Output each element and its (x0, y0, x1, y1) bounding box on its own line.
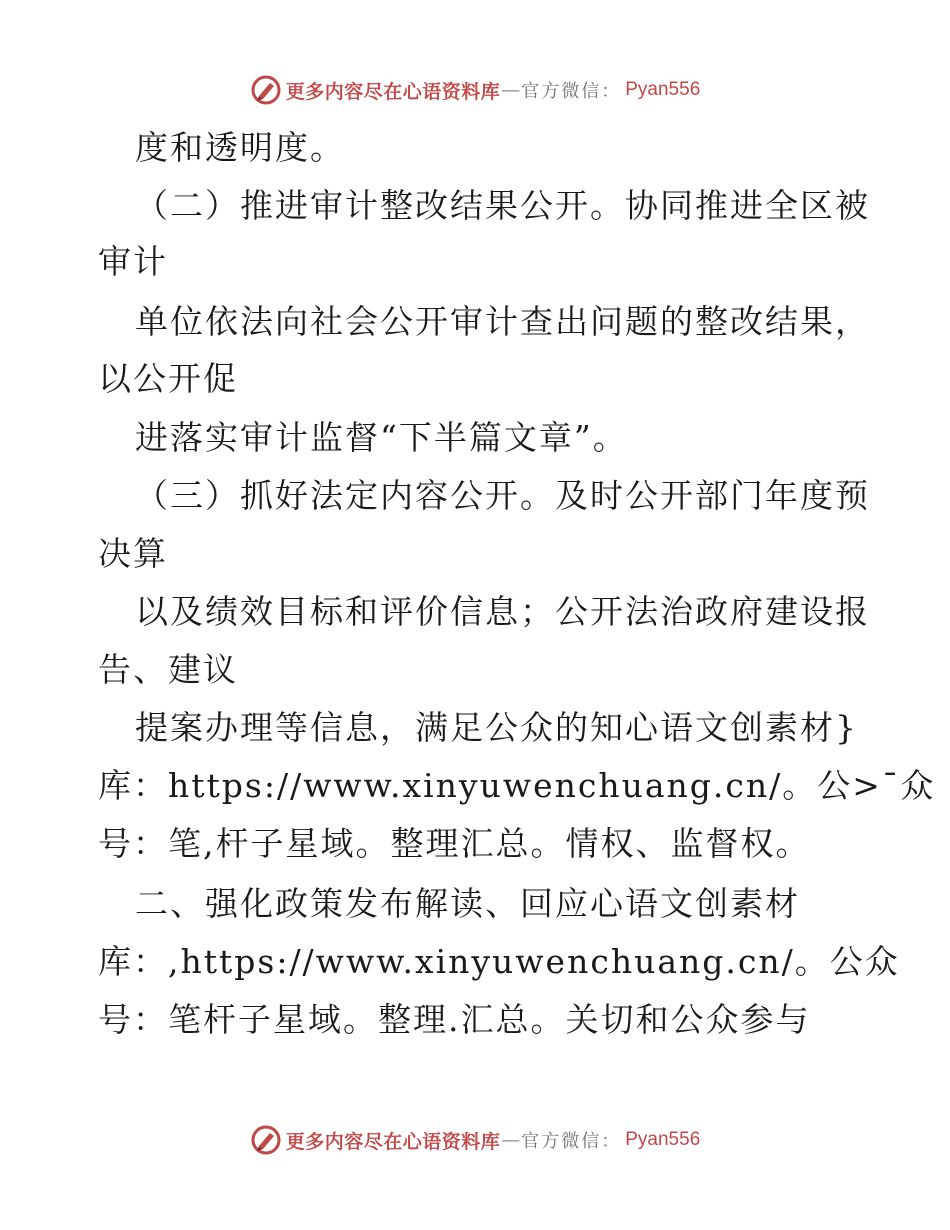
text-line: （三）抓好法定内容公开。及时公开部门年度预 (135, 476, 870, 515)
text-line: 提案办理等信息，满足公众的知心语文创素材} (135, 708, 858, 747)
header-site-text: 更多内容尽在心语资料库 (285, 80, 501, 103)
text-line: 库：https://www.xinyuwenchuang.cn/。公>¯众 (98, 766, 936, 805)
text-line: 度和透明度。 (135, 128, 345, 167)
text-line: 以公开促 (98, 359, 238, 398)
header-wechat-id: Pyan556 (625, 79, 701, 100)
text-line: （二）推进审计整改结果公开。协同推进全区被 (135, 186, 870, 225)
footer-official-text: 官方微信： (521, 1131, 622, 1152)
text-line: 进落实审计监督“下半篇文章”。 (135, 418, 628, 457)
footer-dash: — (501, 1129, 521, 1151)
text-line: 号：笔,杆子星域。整理汇总。情权、监督权。 (98, 824, 811, 863)
text-line: 决算 (98, 534, 168, 573)
footer-wechat-id: Pyan556 (625, 1129, 701, 1150)
footer-banner (0, 1120, 950, 1160)
footer-site-text: 更多内容尽在心语资料库 (285, 1130, 501, 1153)
header-official-text: 官方微信： (521, 81, 622, 102)
pen-seal-icon (250, 74, 282, 106)
text-line: 号：笔杆子星域。整理.汇总。关切和公众参与 (98, 1000, 811, 1039)
header-banner (0, 70, 950, 110)
text-line: 以及绩效目标和评价信息；公开法治政府建设报 (135, 592, 870, 631)
header-dash: — (501, 79, 521, 101)
text-line: 二、强化政策发布解读、回应心语文创素材 (135, 884, 800, 923)
pen-seal-icon (250, 1124, 282, 1156)
text-line: 库：,https://www.xinyuwenchuang.cn/。公众 (98, 942, 900, 981)
text-line: 告、建议 (98, 650, 238, 689)
text-line: 审计 (98, 242, 168, 281)
text-line: 单位依法向社会公开审计查出问题的整改结果， (135, 302, 870, 341)
